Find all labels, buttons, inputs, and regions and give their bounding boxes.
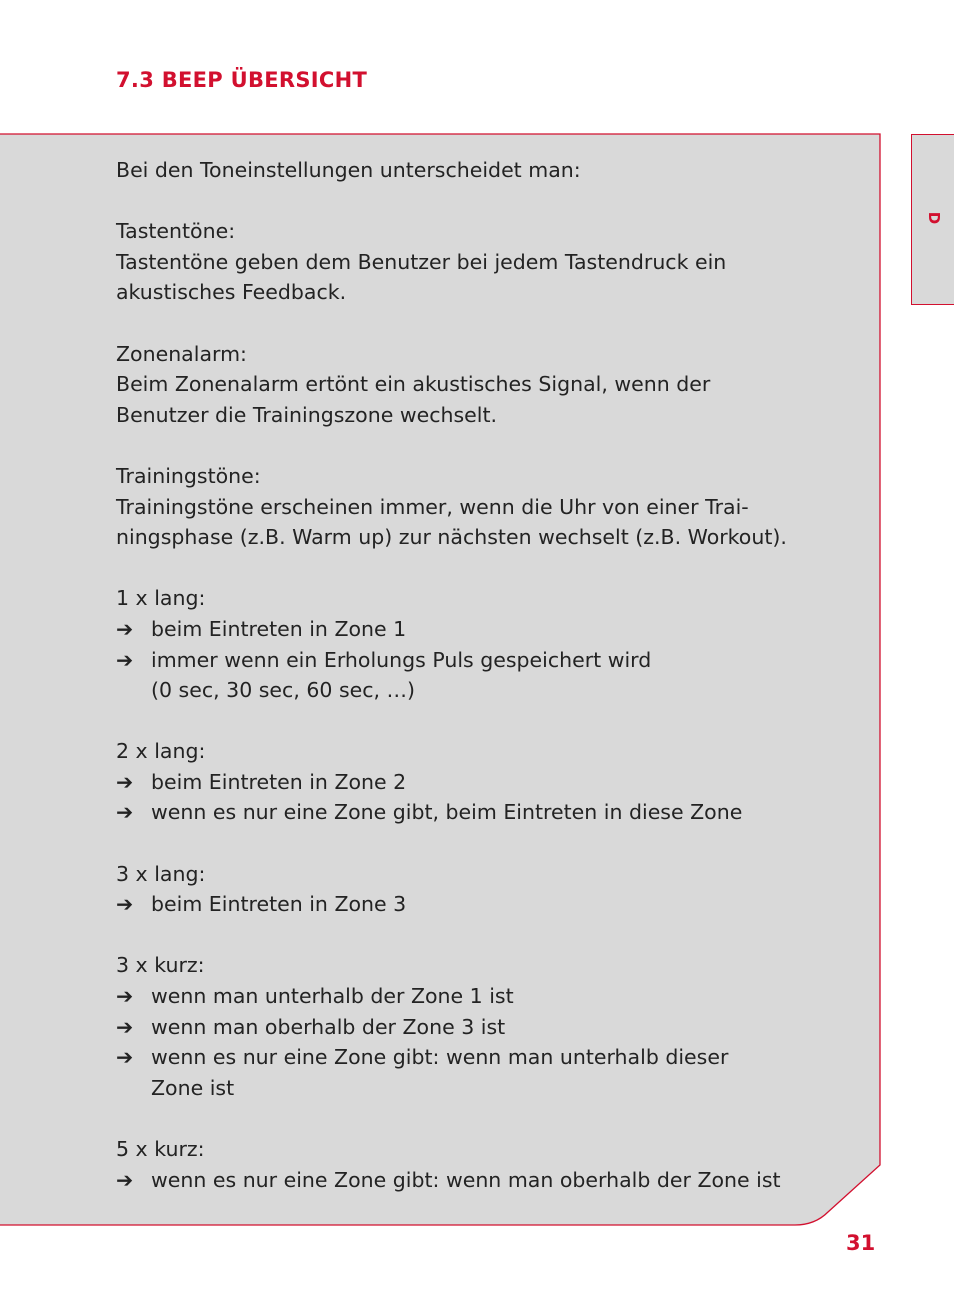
arrow-right-icon: ➔ <box>116 616 134 641</box>
tastentoene-title: Tastentöne: <box>116 219 236 244</box>
lang1-title: 1 x lang: <box>116 586 206 611</box>
arrow-right-icon: ➔ <box>116 892 134 917</box>
list-item-text: wenn es nur eine Zone gibt: wenn man oberhalb der Zone ist <box>151 1167 781 1192</box>
list-item <box>116 889 856 920</box>
list-item-continuation: (0 sec, 30 sec, 60 sec, …) <box>151 678 416 703</box>
list-item <box>116 1012 856 1043</box>
list-item <box>116 614 856 645</box>
list-item <box>116 797 856 828</box>
list-item <box>116 1042 856 1073</box>
list-item-text: beim Eintreten in Zone 1 <box>151 616 407 641</box>
list-item <box>116 981 856 1012</box>
list-item-text: wenn man oberhalb der Zone 3 ist <box>151 1014 506 1039</box>
arrow-right-icon: ➔ <box>116 800 134 825</box>
beep-overview-body <box>116 155 856 1195</box>
list-item-text: wenn man unterhalb der Zone 1 ist <box>151 984 514 1009</box>
tastentoene-text-1: Tastentöne geben dem Benutzer bei jedem Tastendruck ein <box>116 249 727 274</box>
list-item-text: beim Eintreten in Zone 3 <box>151 892 407 917</box>
list-item-text: wenn es nur eine Zone gibt, beim Eintreten in diese Zone <box>151 800 743 825</box>
kurz3-title: 3 x kurz: <box>116 953 205 978</box>
kurz5-title: 5 x kurz: <box>116 1137 205 1161</box>
arrow-right-icon: ➔ <box>116 1045 134 1070</box>
arrow-right-icon: ➔ <box>116 647 134 672</box>
arrow-right-icon: ➔ <box>116 769 134 794</box>
language-tab[interactable] <box>911 134 954 305</box>
zonenalarm-text-2: Benutzer die Trainingszone wechselt. <box>116 402 498 427</box>
zonenalarm-title: Zonenalarm: <box>116 341 247 366</box>
trainingstoene-text-2: ningsphase (z.B. Warm up) zur nächsten wechselt (z.B. Workout). <box>116 525 787 550</box>
language-tab-label: D <box>925 211 943 225</box>
list-item-continuation: Zone ist <box>151 1075 235 1100</box>
list-item <box>116 645 856 676</box>
list-item <box>116 1165 856 1196</box>
lang3-title: 3 x lang: <box>116 861 206 886</box>
intro-text: Bei den Toneinstellungen unterscheidet man: <box>116 158 581 182</box>
zonenalarm-text-1: Beim Zonenalarm ertönt ein akustisches Signal, wenn der <box>116 372 711 397</box>
arrow-right-icon: ➔ <box>116 1167 134 1192</box>
tastentoene-text-2: akustisches Feedback. <box>116 280 347 305</box>
trainingstoene-title: Trainingstöne: <box>116 463 261 488</box>
list-item-text: beim Eintreten in Zone 2 <box>151 769 407 794</box>
lang2-title: 2 x lang: <box>116 739 206 764</box>
list-item-text: wenn es nur eine Zone gibt: wenn man unterhalb dieser <box>151 1045 729 1070</box>
page-number: 31 <box>846 1231 876 1255</box>
list-item <box>116 767 856 798</box>
page-title: 7.3 BEEP ÜBERSICHT <box>116 68 368 92</box>
arrow-right-icon: ➔ <box>116 1014 134 1039</box>
trainingstoene-text-1: Trainingstöne erscheinen immer, wenn die Uhr von einer Trai- <box>116 494 749 519</box>
list-item-text: immer wenn ein Erholungs Puls gespeichert wird <box>151 647 652 672</box>
arrow-right-icon: ➔ <box>116 984 134 1009</box>
